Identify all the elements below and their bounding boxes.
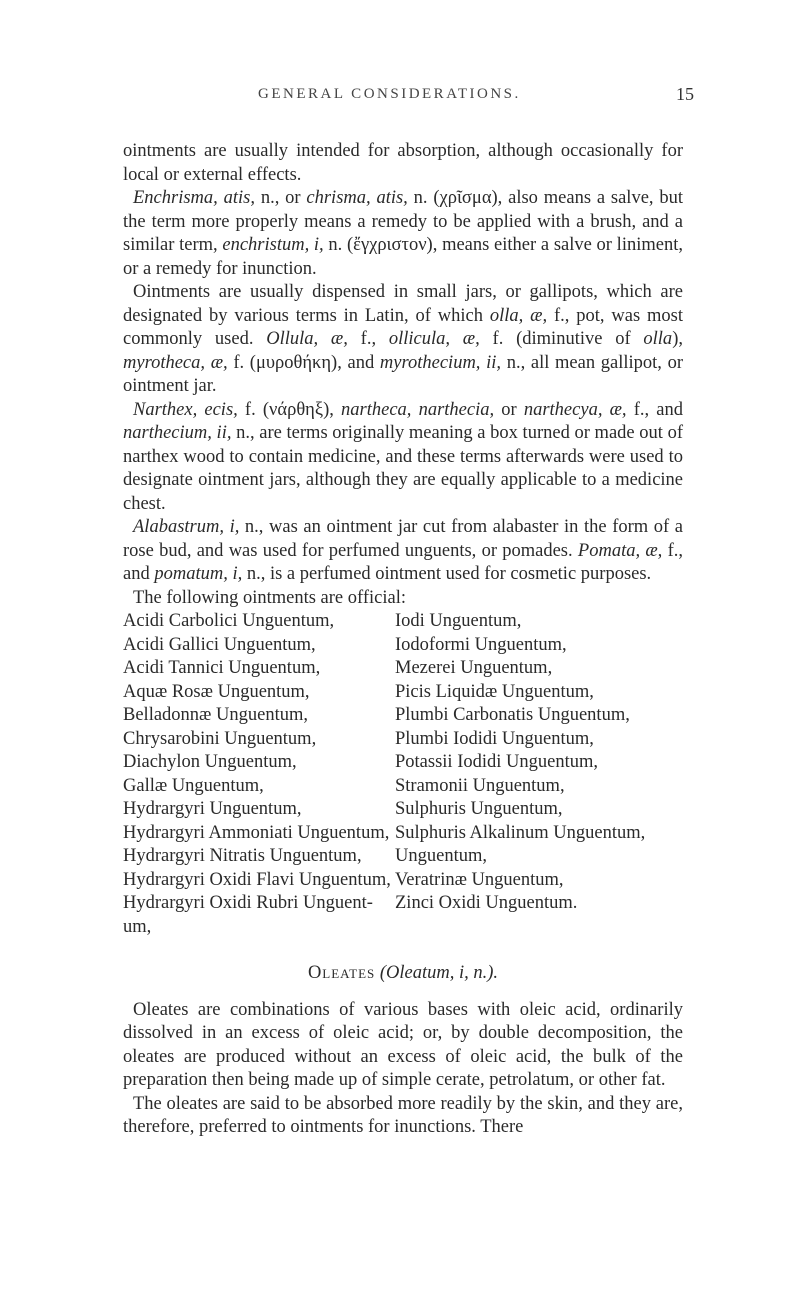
page-number: 15 xyxy=(676,84,694,104)
list-item: Plumbi Iodidi Unguentum, xyxy=(395,728,594,749)
section-latin: (Oleatum, i, n.). xyxy=(379,963,499,983)
paragraph-official-intro: The following ointments are official: xyxy=(133,587,406,608)
list-item: Mezerei Unguentum, xyxy=(395,658,553,678)
text-run: f., and xyxy=(123,540,683,584)
text-run: Ointments are usually dispensed in small jars, or gallipots, which are designated by various terms in Latin, of which xyxy=(123,282,683,326)
latin-term: narthecya, æ, xyxy=(523,399,627,420)
text-run: n. (ἔγχριστον), means either a salve or liniment, or a remedy for inunction. xyxy=(123,235,683,279)
latin-term: Enchrisma, atis, xyxy=(133,188,255,208)
text-run: ), xyxy=(672,329,683,349)
text-run: n., or xyxy=(254,188,307,208)
text-run: n., all mean gallipot, or ointment jar. xyxy=(123,352,683,396)
list-item: Sulphuris Alkalinum Unguentum, xyxy=(395,822,646,843)
list-item: Veratrinæ Unguentum, xyxy=(395,869,564,890)
ointment-list xyxy=(123,610,723,939)
text-run: f., xyxy=(347,329,389,349)
latin-term: pomatum, i, xyxy=(154,564,243,584)
text-run: n., was an ointment jar cut from alabaster in the form of a rose bud, and was used for perfumed unguents, or pomades. xyxy=(123,517,683,561)
latin-term: enchristum, i, xyxy=(222,235,324,255)
paragraph-alabastrum xyxy=(123,516,683,587)
list-item: Aquæ Rosæ Unguentum, xyxy=(123,681,310,702)
latin-term: Alabastrum, i, xyxy=(133,517,240,537)
list-item: Picis Liquidæ Unguentum, xyxy=(395,681,594,702)
list-item: Gallæ Unguentum, xyxy=(123,775,264,796)
list-item: Iodoformi Unguentum, xyxy=(395,634,567,655)
latin-term: myrothecium, ii, xyxy=(379,352,502,373)
text-run: f. (μυροθήκη), and xyxy=(227,352,380,373)
latin-term: Pomata, æ, xyxy=(577,540,663,561)
list-item: Zinci Oxidi Unguentum. xyxy=(395,893,578,913)
list-item: um, xyxy=(123,916,152,937)
list-item: Hydrargyri Oxidi Flavi Unguentum, xyxy=(123,869,391,890)
page-header xyxy=(0,86,800,116)
list-item: Sulphuris Unguentum, xyxy=(395,799,563,819)
list-item: Belladonnæ Unguentum, xyxy=(123,705,308,725)
section-title xyxy=(123,962,683,986)
list-item: Chrysarobini Unguentum, xyxy=(123,728,317,749)
list-item: Hydrargyri Unguentum, xyxy=(123,799,302,819)
text-run: n. (χρῖσμα), also means a salve, but the term more properly means a remedy to be applied with a brush, and a similar term, xyxy=(123,188,683,255)
list-item: Plumbi Carbonatis Unguentum, xyxy=(395,705,630,725)
latin-term: nartheca, narthecia, xyxy=(341,399,495,420)
paragraph-intro: ointments are usually intended for absorption, although occasionally for local or external effects. xyxy=(123,141,683,185)
latin-term: Ollula, æ, xyxy=(266,329,348,349)
list-item: Acidi Gallici Unguentum, xyxy=(123,634,316,655)
latin-term: Narthex, ecis, xyxy=(133,399,238,420)
latin-term: ollicula, æ, xyxy=(388,329,480,349)
list-item: Hydrargyri Ammoniati Unguentum, xyxy=(123,822,390,843)
paragraph-enchrisma xyxy=(123,187,683,281)
text-run: or xyxy=(494,399,524,420)
latin-term: olla xyxy=(643,329,673,349)
running-head: GENERAL CONSIDERATIONS. xyxy=(258,86,521,102)
text-run: f., pot, was most commonly used. xyxy=(123,305,683,349)
paragraph-gallipots xyxy=(123,281,683,399)
list-item: Unguentum, xyxy=(395,846,487,866)
section-heading: Oleates xyxy=(307,963,376,983)
list-item: Hydrargyri Nitratis Unguentum, xyxy=(123,846,362,866)
list-item: Acidi Carbolici Unguentum, xyxy=(123,611,335,631)
list-item xyxy=(395,916,687,940)
list-item: Hydrargyri Oxidi Rubri Unguent- xyxy=(123,893,373,913)
list-item: Potassii Iodidi Unguentum, xyxy=(395,752,598,772)
body-text xyxy=(123,140,683,1140)
latin-term: narthecium, ii, xyxy=(123,423,232,443)
text-run: n., are terms originally meaning a box turned or made out of narthex wood to contain medicine, and these terms afterwards were used to designate ointment jars, although they are equally applicable to a medicine chest. xyxy=(123,423,683,514)
paragraph-oleates-definition: Oleates are combinations of various bases with oleic acid, ordinarily dissolved in an excess of oleic acid; or, by double decomposition, the oleates are produced without an excess of oleic acid, the bulk of the preparation then being made up of simple cerate, petrolatum, or other fat. xyxy=(123,999,683,1090)
text-run: f. (νάρθηξ), xyxy=(237,399,342,420)
list-item: Stramonii Unguentum, xyxy=(395,775,565,796)
latin-term: olla, æ, xyxy=(489,305,548,326)
latin-term: chrisma, atis, xyxy=(306,188,408,208)
text-run: n., is a perfumed ointment used for cosmetic purposes. xyxy=(242,564,652,584)
paragraph-oleates-absorption: The oleates are said to be absorbed more readily by the skin, and they are, therefore, preferred to ointments for inunctions. There xyxy=(123,1093,683,1137)
paragraph-narthex xyxy=(123,399,683,517)
text-run: f., and xyxy=(626,399,683,420)
list-item: Iodi Unguentum, xyxy=(395,611,522,631)
list-item: Diachylon Unguentum, xyxy=(123,752,297,772)
latin-term: myrotheca, æ, xyxy=(123,352,228,373)
text-run: f. (diminutive of xyxy=(479,329,644,349)
list-item: Acidi Tannici Unguentum, xyxy=(123,658,321,678)
